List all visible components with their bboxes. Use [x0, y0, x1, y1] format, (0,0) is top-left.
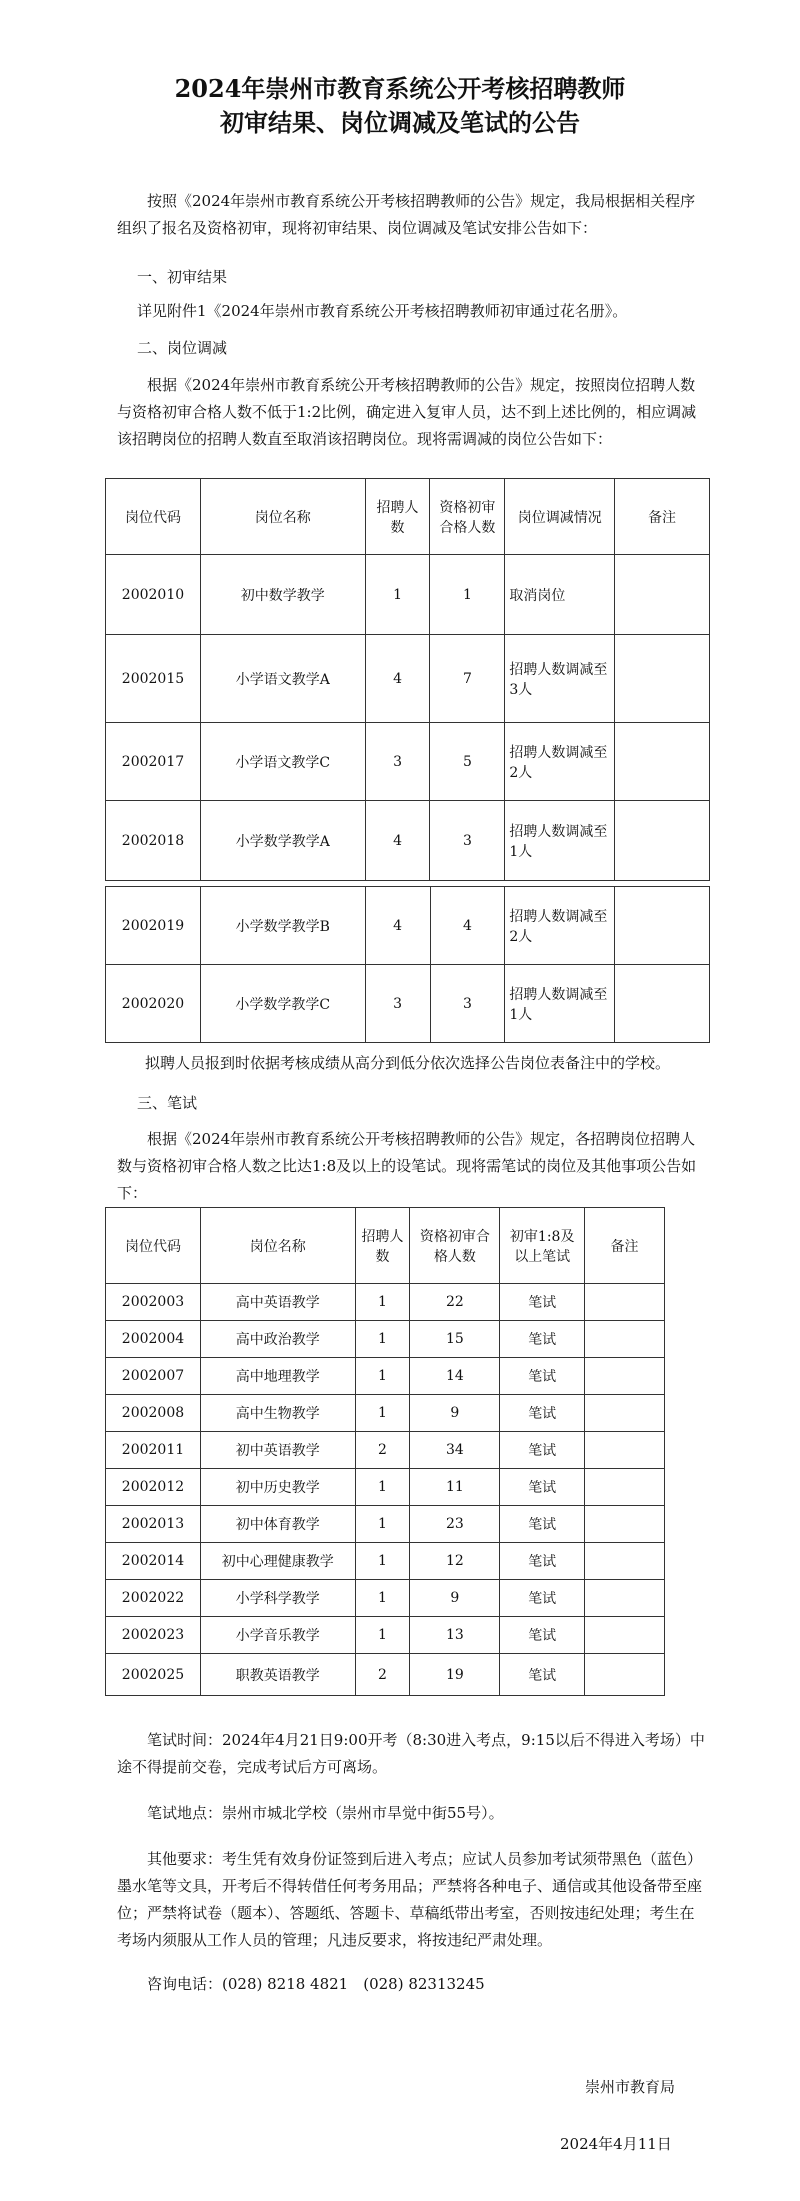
header-cell: 岗位调减情况 [505, 479, 615, 555]
cell-note [585, 1580, 665, 1617]
cell-name: 高中英语教学 [200, 1284, 355, 1321]
cell-count: 1 [355, 1395, 410, 1432]
table-row [106, 1469, 665, 1506]
cell-qualified: 13 [410, 1617, 500, 1654]
cell-exam: 笔试 [500, 1469, 585, 1506]
date: 2024年4月11日 [560, 2135, 672, 2153]
cell-note [585, 1358, 665, 1395]
cell-count: 3 [365, 723, 430, 801]
cell-exam: 笔试 [500, 1543, 585, 1580]
after-table1-note: 拟聘人员报到时依据考核成绩从高分到低分依次选择公告岗位表备注中的学校。 [145, 1054, 671, 1072]
cell-qualified: 5 [430, 723, 505, 801]
cell-note [615, 887, 710, 965]
table-row [106, 1543, 665, 1580]
cell-count: 4 [365, 887, 430, 965]
section2-heading: 二、岗位调减 [137, 339, 228, 357]
cell-status: 招聘人数调减至2人 [505, 887, 615, 965]
cell-exam: 笔试 [500, 1395, 585, 1432]
cell-note [615, 635, 710, 723]
cell-qualified: 11 [410, 1469, 500, 1506]
cell-qualified: 15 [410, 1321, 500, 1358]
cell-code: 2002017 [106, 723, 201, 801]
cell-name: 小学音乐教学 [200, 1617, 355, 1654]
cell-count: 3 [365, 965, 430, 1043]
cell-name: 初中体育教学 [200, 1506, 355, 1543]
table-row [106, 1321, 665, 1358]
cell-code: 2002018 [106, 801, 201, 881]
table-row [106, 1654, 665, 1696]
cell-code: 2002012 [106, 1469, 201, 1506]
cell-status: 招聘人数调减至1人 [505, 965, 615, 1043]
cell-count: 1 [355, 1321, 410, 1358]
cell-exam: 笔试 [500, 1321, 585, 1358]
cell-code: 2002025 [106, 1654, 201, 1696]
cell-qualified: 1 [430, 555, 505, 635]
cell-count: 1 [365, 555, 430, 635]
cell-name: 小学语文教学A [200, 635, 365, 723]
cell-qualified: 34 [410, 1432, 500, 1469]
cell-name: 小学科学教学 [200, 1580, 355, 1617]
header-cell: 备注 [585, 1208, 665, 1284]
cell-qualified: 4 [430, 887, 505, 965]
cell-count: 1 [355, 1543, 410, 1580]
cell-name: 小学数学教学A [200, 801, 365, 881]
cell-qualified: 9 [410, 1395, 500, 1432]
cell-note [615, 801, 710, 881]
cell-count: 1 [355, 1469, 410, 1506]
cell-name: 小学数学教学C [200, 965, 365, 1043]
cell-status: 招聘人数调减至2人 [505, 723, 615, 801]
table-row [106, 1358, 665, 1395]
page-title: 2024年崇州市教育系统公开考核招聘教师 [174, 74, 626, 103]
cell-code: 2002007 [106, 1358, 201, 1395]
table-row [106, 801, 710, 881]
cell-qualified: 9 [410, 1580, 500, 1617]
cell-exam: 笔试 [500, 1617, 585, 1654]
cell-note [585, 1395, 665, 1432]
cell-name: 初中心理健康教学 [200, 1543, 355, 1580]
cell-qualified: 19 [410, 1654, 500, 1696]
cell-count: 1 [355, 1284, 410, 1321]
cell-name: 初中历史教学 [200, 1469, 355, 1506]
cell-name: 高中政治教学 [200, 1321, 355, 1358]
section3-text: 根据《2024年崇州市教育系统公开考核招聘教师的公告》规定，各招聘岗位招聘人数与资格初审合格人数之比达1:8及以上的设笔试。现将需笔试的岗位及其他事项公告如下： [117, 1130, 697, 1202]
cell-code: 2002008 [106, 1395, 201, 1432]
cell-name: 小学数学教学B [200, 887, 365, 965]
table-header-row [106, 479, 710, 555]
header-cell: 资格初审合格人数 [430, 479, 505, 555]
header-cell: 岗位代码 [106, 479, 201, 555]
cell-note [585, 1284, 665, 1321]
header-cell: 初审1:8及以上笔试 [500, 1208, 585, 1284]
cell-name: 小学语文教学C [200, 723, 365, 801]
section2-text: 根据《2024年崇州市教育系统公开考核招聘教师的公告》规定，按照岗位招聘人数与资格初审合格人数不低于1:2比例，确定进入复审人员，达不到上述比例的，相应调减该招聘岗位的招聘人数直至取消该招聘岗位。现将需调减的岗位公告如下： [117, 376, 697, 448]
table-header-row [106, 1208, 665, 1284]
table-row [106, 723, 710, 801]
cell-exam: 笔试 [500, 1432, 585, 1469]
signature: 崇州市教育局 [585, 2078, 676, 2096]
cell-qualified: 23 [410, 1506, 500, 1543]
cell-exam: 笔试 [500, 1654, 585, 1696]
cell-code: 2002013 [106, 1506, 201, 1543]
cell-note [615, 965, 710, 1043]
cell-status: 取消岗位 [505, 555, 615, 635]
header-cell: 招聘人数 [355, 1208, 410, 1284]
cell-code: 2002010 [106, 555, 201, 635]
cell-note [585, 1321, 665, 1358]
cell-code: 2002004 [106, 1321, 201, 1358]
table-row [106, 1395, 665, 1432]
cell-name: 高中生物教学 [200, 1395, 355, 1432]
cell-code: 2002003 [106, 1284, 201, 1321]
cell-name: 初中英语教学 [200, 1432, 355, 1469]
cell-code: 2002019 [106, 887, 201, 965]
cell-code: 2002023 [106, 1617, 201, 1654]
header-cell: 资格初审合格人数 [410, 1208, 500, 1284]
cell-qualified: 7 [430, 635, 505, 723]
cell-code: 2002014 [106, 1543, 201, 1580]
section3-heading: 三、笔试 [137, 1094, 198, 1112]
table-row [106, 1284, 665, 1321]
header-cell: 备注 [615, 479, 710, 555]
intro-paragraph: 按照《2024年崇州市教育系统公开考核招聘教师的公告》规定，我局根据相关程序组织了报名及资格初审，现将初审结果、岗位调减及笔试安排公告如下： [117, 192, 696, 237]
cell-qualified: 3 [430, 965, 505, 1043]
cell-status: 招聘人数调减至3人 [505, 635, 615, 723]
cell-code: 2002020 [106, 965, 201, 1043]
cell-name: 高中地理教学 [200, 1358, 355, 1395]
header-cell: 岗位名称 [200, 1208, 355, 1284]
table-row [106, 887, 710, 965]
cell-qualified: 3 [430, 801, 505, 881]
cell-note [585, 1654, 665, 1696]
reduction-table-continued [105, 886, 710, 1043]
cell-note [585, 1617, 665, 1654]
cell-code: 2002015 [106, 635, 201, 723]
table-row [106, 635, 710, 723]
cell-count: 2 [355, 1654, 410, 1696]
table-row [106, 965, 710, 1043]
page-subtitle: 初审结果、岗位调减及笔试的公告 [220, 108, 580, 137]
cell-note [585, 1432, 665, 1469]
cell-status: 招聘人数调减至1人 [505, 801, 615, 881]
cell-count: 2 [355, 1432, 410, 1469]
header-cell: 招聘人数 [365, 479, 430, 555]
cell-exam: 笔试 [500, 1580, 585, 1617]
cell-note [585, 1506, 665, 1543]
cell-note [615, 555, 710, 635]
header-cell: 岗位名称 [200, 479, 365, 555]
table-row [106, 1580, 665, 1617]
table-row [106, 1617, 665, 1654]
cell-count: 4 [365, 801, 430, 881]
cell-note [615, 723, 710, 801]
cell-qualified: 12 [410, 1543, 500, 1580]
reduction-table [105, 478, 710, 881]
cell-qualified: 22 [410, 1284, 500, 1321]
other-requirements: 其他要求：考生凭有效身份证签到后进入考点；应试人员参加考试须带黑色（蓝色）墨水笔等文具，开考后不得转借任何考务用品；严禁将各种电子、通信或其他设备带至座位；严禁将试卷（题本）、答题纸、答题卡、草稿纸带出考室，否则按违纪处理；考生在考场内须服从工作人员的管理；凡违反要求，将按违纪严肃处理。 [117, 1850, 703, 1949]
section1-text: 详见附件1《2024年崇州市教育系统公开考核招聘教师初审通过花名册》。 [137, 302, 628, 320]
cell-exam: 笔试 [500, 1358, 585, 1395]
cell-count: 1 [355, 1358, 410, 1395]
cell-exam: 笔试 [500, 1506, 585, 1543]
exam-table [105, 1207, 665, 1696]
header-cell: 岗位代码 [106, 1208, 201, 1284]
cell-count: 1 [355, 1506, 410, 1543]
cell-exam: 笔试 [500, 1284, 585, 1321]
exam-time: 笔试时间：2024年4月21日9:00开考（8:30进入考点，9:15以后不得进入考场）中途不得提前交卷，完成考试后方可离场。 [117, 1731, 705, 1776]
cell-code: 2002022 [106, 1580, 201, 1617]
cell-name: 初中数学教学 [200, 555, 365, 635]
contact-phone: 咨询电话：(028) 8218 4821 (028) 82313245 [147, 1975, 485, 1993]
cell-note [585, 1469, 665, 1506]
cell-count: 1 [355, 1617, 410, 1654]
exam-place: 笔试地点：崇州市城北学校（崇州市旱觉中街55号）。 [147, 1804, 504, 1822]
cell-note [585, 1543, 665, 1580]
table-row [106, 1432, 665, 1469]
cell-count: 4 [365, 635, 430, 723]
cell-count: 1 [355, 1580, 410, 1617]
cell-code: 2002011 [106, 1432, 201, 1469]
table-row [106, 1506, 665, 1543]
cell-name: 职教英语教学 [200, 1654, 355, 1696]
table-row [106, 555, 710, 635]
section1-heading: 一、初审结果 [137, 268, 228, 286]
cell-qualified: 14 [410, 1358, 500, 1395]
